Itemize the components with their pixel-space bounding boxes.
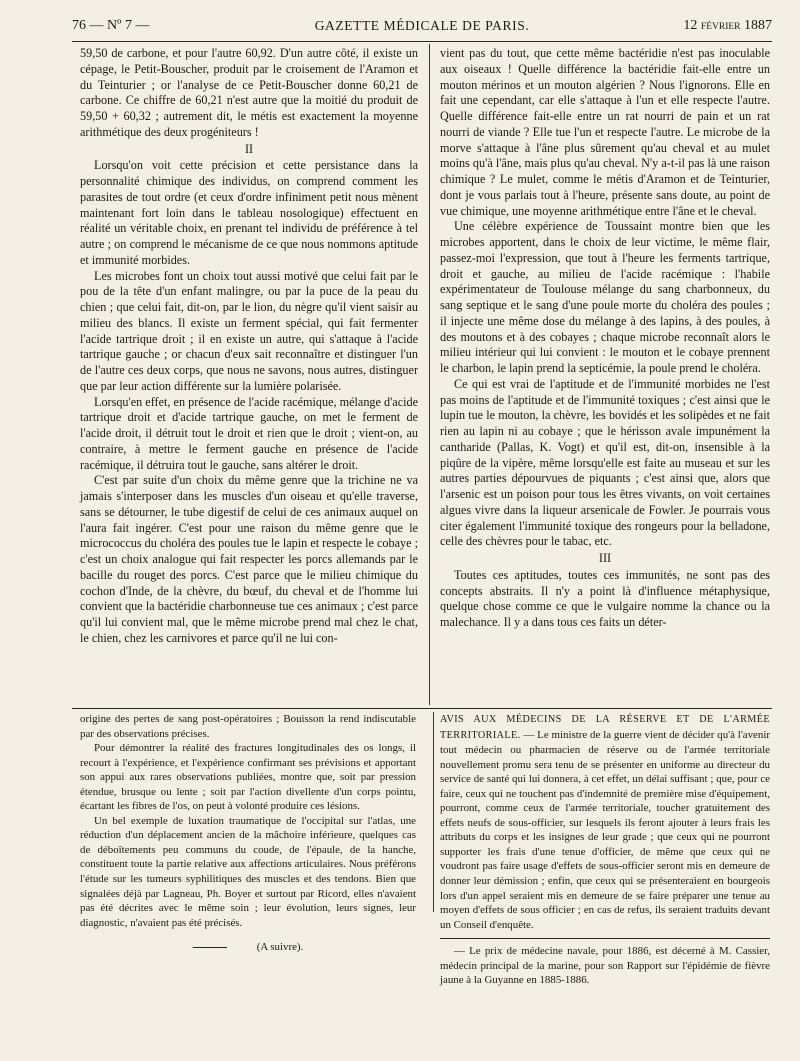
feuilleton-text [80,712,416,930]
notice-paragraph [440,712,770,932]
issue-date [683,18,772,34]
short-dash [193,947,227,948]
feuilleton-column [80,712,416,955]
paragraph: Les microbes font un choix tout aussi motivé que celui fait par le pou de la tête d'un enfant malingre, ou par la puce de la peau du chien ; que celui fait, dit-on, par le lion, du nègre qu'il vient saisir au milieu des blancs. Il existe un ferment spécial, qui fait fermenter l'acide tartrique droit ; il en existe un autre, qui s'attaque à l'acide tartrique gauche ; or chacun d'eux sait reconnaître et distinguer l'un de l'autre ces deux corps, que nous ne savons, nous autres, distinguer que par leur action différente sur la lumière polarisée. [80,268,418,393]
paragraph: Lorsqu'en effet, en présence de l'acide racémique, mélange d'acide tartrique droit et d'acide tartrique gauche, on met le ferment de l'acide droit, il détruit tout le droit et rien que le droit ; vient-on, au contraire, à mettre le ferment gauche en présence de l'acide racémique, il détruira tout le gauche, sans altérer le droit. [80,394,418,472]
news-separator [440,938,770,939]
column-divider [429,44,430,705]
page-header [72,12,772,38]
footer-column-divider [433,712,434,912]
footer-divider [72,708,772,709]
section-heading: III [598,551,612,565]
page-number: 76 — Nº 7 — [72,18,150,33]
feuilleton-paragraph: origine des pertes de sang post-opératoires ; Bouisson la rend indiscutable par des observations précises. [80,713,416,740]
paragraph: vient pas du tout, que cette même bactéridie n'est pas inoculable aux oiseaux ! Quelle différence la bactéridie fait-elle entre un mouton mérinos et un mouton algérien ? Nous l'ignorons. Elle en fait une cependant, car elle s'attaque à l'un et elle respecte l'autre. Quelle différence fait-elle entre un rat nourri de pain et un rat nourri de viande ? Elle tue l'un et respecte l'autre. Le microbe de la morve s'attaque à l'âne plus sûrement qu'au cheval et au mulet moins qu'à l'âne, mais plus qu'au cheval. N'y a-t-il pas là une raison chimique ? Le mulet, comme le métis d'Aramon et de Teinturier, dont je vous parlais tout à l'heure, présente sans doute, au point de vue chimique, une moyenne arithmétique entre l'âne et le cheval. [440,46,770,218]
paragraph: Une célèbre expérience de Toussaint montre bien que les microbes apportent, dans le choix de leur victime, le même flair, passez-moi l'expression, que tout à l'heure les ferments tartrique, droit et gauche, au milieu de l'acide racémique : l'habile expérimentateur de Toulouse mélange du sang charbonneux, du sang septique et le sang d'une poule morte du choléra des poules ; il injecte une même dose du mélange à des lapins, à des poules, à des moutons et à des cobayes ; chaque microbe reconnaît alors le milieu intérieur qui lui convient : le mouton et le cobaye prennent le charbon, le lapin prend la septicémie, la poule prend le choléra. [440,219,770,375]
to-be-continued [80,940,416,955]
paragraph: Toutes ces aptitudes, toutes ces immunités, ne sont pas des concepts abstraits. Il n'y a point là d'influence métaphysique, quelque chose comme ce que le vulgaire nomme la chance ou la malechance. Il y a dans tous ces faits un déter- [440,567,770,629]
journal-title: GAZETTE MÉDICALE DE PARIS. [314,18,530,33]
section-heading: II [244,141,254,156]
paragraph: Ce qui est vrai de l'aptitude et de l'immunité morbides ne l'est pas moins de l'aptitude et de l'immunité toxiques ; c'est ainsi que le lupin tue le mouton, la chèvre, les bovidés et les solipèdes et ne fait rien au lapin ni au cobaye ; que le hérisson avale impunément la cantharide (Pallas, K. Vogt) et qu'il est, dit-on, insensible à la piqûre de la vipère, même lorsqu'elle est faite au museau et sur les autres parties dépourvues de piquants ; c'est ainsi que, alors que l'arsenic est un poison pour tous les êtres vivants, on voit certaines algues vivre dans la liqueur arsenicale de Fowler. Je pourrais vous citer également l'immunité toxique des rongeurs pour la belladone, celle des chèvres pour le tabac, etc. [440,376,770,549]
paragraph: 59,50 de carbone, et pour l'autre 60,92. D'un autre côté, il existe un cépage, le Petit-Bouscher, produit par le croisement de l'Aramon et du Teinturier ; or l'analyse de ce Petit-Bouscher donne 60,21 de carbone. Ce chiffre de 60,21 n'est autre que la moitié du produit de 59,50 + 60,32 ; autrement dit, le métis est exactement la moyenne arithmétique des deux progéniteurs ! [80,46,418,139]
prize-paragraph: — Le prix de médecine navale, pour 1886, est décerné à M. Cassier, médecin principal de la marine, pour son Rapport sur l'épidémie de fièvre jaune à la Guyanne en 1885-1886. [440,945,770,987]
paragraph: C'est par suite d'un choix du même genre que la trichine ne va jamais s'interposer dans les muscles d'un oiseau et qu'elle traverse, sans se détourner, le tube digestif de celui de ces animaux auquel on l'aura fait ingérer. C'est pour une raison du même genre que le micrococcus du choléra des poules tue le lapin et respecte le cobaye ; c'est un choix analogue qui fait respecter les porcs allemands par le bacille du rouget des porcs. C'est parce que le milieu chimique du cochon d'Inde, de la chèvre, du bœuf, du cheval et de l'homme lui convient que la bactéridie charbonneuse tue ces animaux ; c'est parce qu'il lui convient mal, que le même microbe prend mal chez le chat, le chien, chez les carnivores et parce qu'il ne lui con- [80,473,418,645]
issue-day: 12 [683,18,698,33]
suite-label: (A suivre). [256,941,304,954]
issue-month: FÉVRIER [700,22,741,32]
header-rule [72,41,772,42]
news-column [440,712,770,988]
issue-year: 1887 [744,18,772,33]
notice-title: AVIS AUX MÉDECINS DE LA RÉSERVE ET DE L'ARMÉE TERRITORIALE. [440,714,770,741]
feuilleton-paragraph: Un bel exemple de luxation traumatique de l'occipital sur l'atlas, une réduction d'un déplacement ancien de la mâchoire inférieure, quelques cas de déboîtements peu communs du coude, de l'épaule, de la hanche, constituent toute la partie relative aux affections articulaires. Nous préférons l'étude sur les tumeurs syphilitiques des muscles et des tendons. Bien que signalées déjà par Lagneau, Ph. Boyer et surtout par Ricord, elles n'avaient pas été décrites avec le même soin ; leur évolution, leurs signes, leur diagnostic, n'avaient pas été précisés. [80,814,416,929]
right-column [440,46,770,631]
feuilleton-paragraph: Pour démontrer la réalité des fractures longitudinales des os longs, il recourt à l'expérience, et l'expérience confirmant ses prévisions et apportant son appui aux rares observations publiées, montre que, soit par pression étendue, brusque ou lente ; soit par l'action divellente d'un corps pointu, écartant les fibres de l'os, on peut à volonté produire ces lésions. [80,742,416,813]
left-column [80,46,418,647]
notice-text: — Le ministre de la guerre vient de décider qu'à l'avenir tout médecin ou pharmacien de réserve ou de l'armée territoriale nouvellement promu sera tenu de se présenter en uniforme au directeur du service de santé qui lui donnera, à cet effet, un délai suffisant ; que, pour ce faire, ceux qui ne touchent pas d'indemnité de première mise d'équipement, pourront, comme ceux de l'armée territoriale, toucher gratuitement des effets neufs de sous-officier, sur lesquels ils feront ajouter à leurs frais les attributs du corps et les insignes de leur grade ; que ceux qui ne pourront supporter les frais d'une tenue d'officier, de même que ceux qui ne voudront pas faire usage d'effets de sous-officier seront mis en demeure de donner leur démission ; enfin, que ceux qui se présenteraient en bourgeois lors d'un appel seraient mis en demeure de se faire préparer une tenue au moyen d'effets de sous officier ; en cas de refus, ils seraient traduits devant un Conseil d'enquête. [440,728,770,931]
paragraph: Lorsqu'on voit cette précision et cette persistance dans la personnalité chimique des individus, on comprend comment les parasites de tout ordre (et ceux d'ordre infiniment petit nous mènent maintenant fort loin dans le tableau nosologique) effectuent en réalité un véritable choix, en prenant tel individu de préférence à tel autre ; on comprend le mécanisme de ce que nous nommons aptitude et immunité morbides. [80,158,418,267]
